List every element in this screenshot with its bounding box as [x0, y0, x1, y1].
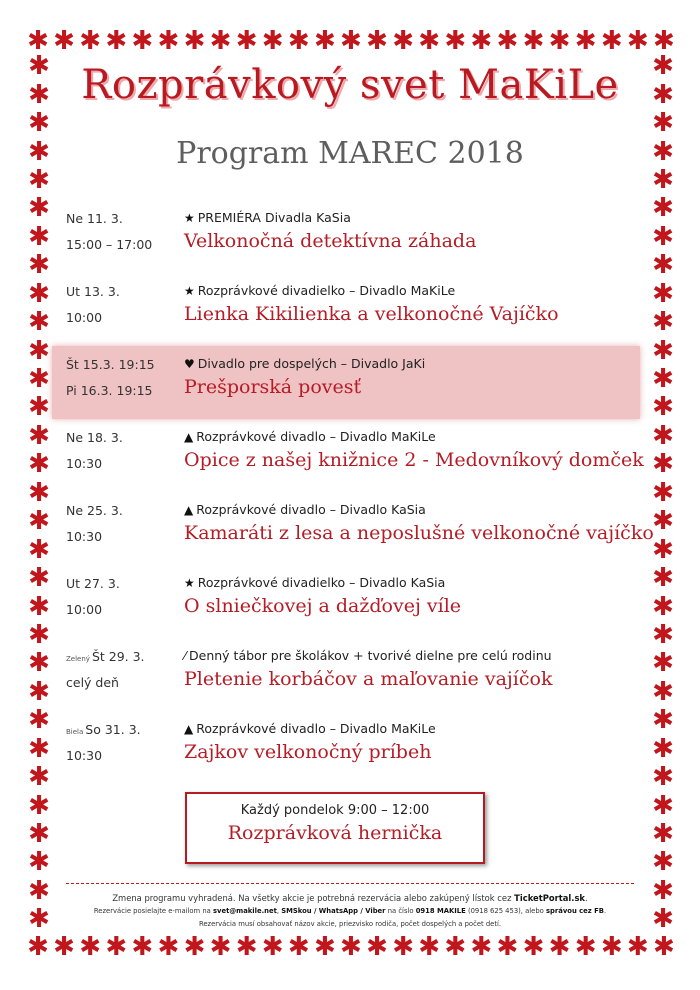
asterisk-flower-icon: ✱ [157, 26, 180, 56]
event-title: Lienka Kikilienka a velkonočné Vajíčko [184, 303, 559, 325]
asterisk-flower-icon: ✱ [28, 875, 50, 906]
event-date-text: So 31. 3. [85, 722, 141, 737]
asterisk-flower-icon: ✱ [652, 733, 674, 764]
event-item-highlighted [52, 346, 640, 419]
asterisk-flower-icon: ✱ [105, 932, 128, 962]
asterisk-flower-icon: ✱ [79, 26, 102, 56]
event-date: Ut 27. 3. [66, 576, 120, 591]
event-title: Zajkov velkonočný príbeh [184, 741, 432, 763]
asterisk-flower-icon: ✱ [652, 392, 674, 423]
asterisk-flower-icon: ✱ [652, 705, 674, 736]
asterisk-flower-icon: ✱ [28, 335, 50, 366]
footer-text: . [603, 907, 607, 915]
page-title: Rozprávkový svet MaKiLe [81, 62, 619, 108]
asterisk-flower-icon: ✱ [652, 51, 674, 82]
ticketportal-link[interactable]: TicketPortal.sk [514, 893, 586, 903]
event-item [60, 638, 640, 711]
asterisk-flower-icon: ✱ [626, 26, 649, 56]
asterisk-flower-icon: ✱ [28, 506, 50, 537]
event-category-text: Rozprávkové divadlo – Divadlo MaKiLe [196, 721, 436, 736]
event-date: Ut 13. 3. [66, 284, 120, 299]
asterisk-flower-icon: ✱ [652, 364, 674, 395]
star-icon: ★ [184, 211, 195, 225]
border-right [650, 52, 676, 934]
asterisk-flower-icon: ✱ [28, 648, 50, 679]
asterisk-flower-icon: ✱ [652, 79, 674, 110]
magic-wand-icon: ⁄ [184, 649, 187, 663]
asterisk-flower-icon: ✱ [652, 164, 674, 195]
asterisk-flower-icon: ✱ [28, 136, 50, 167]
footer-line-1 [60, 893, 640, 903]
event-category [184, 283, 455, 298]
asterisk-flower-icon: ✱ [626, 932, 649, 962]
event-category [184, 648, 552, 663]
asterisk-flower-icon: ✱ [652, 136, 674, 167]
asterisk-flower-icon: ✱ [652, 790, 674, 821]
asterisk-flower-icon: ✱ [652, 506, 674, 537]
bell-icon: ▲ [184, 430, 194, 444]
event-time: celý deň [66, 675, 119, 690]
footer-text: na číslo [385, 907, 416, 915]
event-date: Ne 25. 3. [66, 503, 123, 518]
event-date: Ne 11. 3. [66, 211, 123, 226]
asterisk-flower-icon: ✱ [444, 26, 467, 56]
asterisk-flower-icon: ✱ [28, 79, 50, 110]
asterisk-flower-icon: ✱ [652, 534, 674, 565]
event-category [184, 721, 436, 736]
footer-line-2 [60, 907, 640, 915]
asterisk-flower-icon: ✱ [28, 762, 50, 793]
footer-text: . [585, 893, 588, 903]
event-category-text: Denný tábor pre školákov + tvorivé dielne pre celú rodinu [189, 648, 552, 663]
event-time: 10:30 [66, 456, 103, 471]
asterisk-flower-icon: ✱ [418, 932, 441, 962]
footer-divider [66, 883, 634, 884]
event-title: Prešporská povesť [184, 376, 362, 398]
asterisk-flower-icon: ✱ [652, 193, 674, 224]
asterisk-flower-icon: ✱ [522, 932, 545, 962]
asterisk-flower-icon: ✱ [28, 164, 50, 195]
asterisk-flower-icon: ✱ [548, 932, 571, 962]
asterisk-flower-icon: ✱ [496, 932, 519, 962]
sms-contact: SMSkou / WhatsApp / Viber [281, 907, 386, 915]
footer-text: (0918 625 453), alebo [465, 907, 546, 915]
asterisk-flower-icon: ✱ [652, 278, 674, 309]
asterisk-flower-icon: ✱ [27, 26, 49, 56]
asterisk-flower-icon: ✱ [28, 364, 50, 395]
asterisk-flower-icon: ✱ [235, 932, 258, 962]
asterisk-flower-icon: ✱ [28, 420, 50, 451]
asterisk-flower-icon: ✱ [652, 335, 674, 366]
asterisk-flower-icon: ✱ [340, 26, 362, 56]
asterisk-flower-icon: ✱ [53, 932, 75, 962]
asterisk-flower-icon: ✱ [392, 26, 414, 56]
asterisk-flower-icon: ✱ [183, 932, 206, 962]
event-date [66, 649, 145, 664]
asterisk-flower-icon: ✱ [209, 932, 232, 962]
weekly-title: Rozprávková hernička [227, 822, 443, 844]
event-time: 10:00 [66, 602, 103, 617]
asterisk-flower-icon: ✱ [183, 26, 206, 56]
asterisk-flower-icon: ✱ [28, 733, 50, 764]
event-time: 10:00 [66, 310, 103, 325]
asterisk-flower-icon: ✱ [209, 26, 232, 56]
asterisk-flower-icon: ✱ [27, 932, 49, 962]
asterisk-flower-icon: ✱ [652, 307, 674, 338]
asterisk-flower-icon: ✱ [28, 676, 50, 707]
asterisk-flower-icon: ✱ [652, 591, 674, 622]
asterisk-flower-icon: ✱ [105, 26, 128, 56]
event-list [60, 200, 654, 784]
event-item [60, 200, 640, 273]
heart-icon: ♥ [184, 357, 195, 371]
asterisk-flower-icon: ✱ [28, 591, 50, 622]
event-category-text: Rozprávkové divadlo – Divadlo MaKiLe [196, 429, 436, 444]
asterisk-flower-icon: ✱ [28, 307, 50, 338]
event-category-text: PREMIÉRA Divadla KaSia [197, 210, 351, 225]
asterisk-flower-icon: ✱ [287, 26, 310, 56]
event-category [184, 429, 436, 444]
asterisk-flower-icon: ✱ [28, 477, 50, 508]
star-icon: ★ [184, 284, 195, 298]
event-title: Velkonočná detektívna záhada [184, 230, 477, 252]
asterisk-flower-icon: ✱ [79, 932, 102, 962]
event-category [184, 575, 445, 590]
asterisk-flower-icon: ✱ [652, 26, 675, 56]
weekly-event-box [185, 792, 485, 864]
event-category-text: Rozprávkové divadielko – Divadlo MaKiLe [197, 283, 456, 298]
event-category [184, 210, 351, 225]
page-subtitle: Program MAREC 2018 [176, 136, 524, 171]
asterisk-flower-icon: ✱ [313, 932, 336, 962]
asterisk-flower-icon: ✱ [652, 875, 674, 906]
asterisk-flower-icon: ✱ [131, 932, 154, 962]
asterisk-flower-icon: ✱ [28, 819, 50, 850]
asterisk-flower-icon: ✱ [652, 932, 675, 962]
asterisk-flower-icon: ✱ [392, 932, 414, 962]
asterisk-flower-icon: ✱ [574, 932, 597, 962]
event-time: Pi 16.3. 19:15 [66, 383, 153, 398]
asterisk-flower-icon: ✱ [28, 193, 50, 224]
asterisk-flower-icon: ✱ [131, 26, 154, 56]
asterisk-flower-icon: ✱ [340, 932, 362, 962]
asterisk-flower-icon: ✱ [28, 904, 50, 935]
asterisk-flower-icon: ✱ [28, 563, 50, 594]
weekly-schedule: Každý pondelok 9:00 – 12:00 [240, 803, 430, 818]
event-time: 15:00 – 17:00 [66, 237, 153, 252]
email-link[interactable]: svet@makile.net [212, 907, 277, 915]
event-title: Opice z našej knižnice 2 - Medovníkový domček [184, 449, 644, 471]
asterisk-flower-icon: ✱ [287, 932, 310, 962]
asterisk-flower-icon: ✱ [470, 932, 493, 962]
event-date [66, 722, 141, 737]
event-item [60, 492, 654, 565]
border-bottom [26, 934, 676, 960]
asterisk-flower-icon: ✱ [235, 26, 258, 56]
asterisk-flower-icon: ✱ [652, 563, 674, 594]
footer-text: Rezervácie posielajte e-mailom na [93, 907, 213, 915]
asterisk-flower-icon: ✱ [28, 250, 50, 281]
asterisk-flower-icon: ✱ [28, 108, 50, 139]
asterisk-flower-icon: ✱ [652, 819, 674, 850]
event-title: Pletenie korbáčov a maľovanie vajíčok [184, 668, 553, 690]
asterisk-flower-icon: ✱ [496, 26, 519, 56]
event-category-text: Rozprávkové divadlo – Divadlo KaSia [196, 502, 426, 517]
footer-line-3: Rezervácia musí obsahovať názov akcie, priezvisko rodiča, počet dospelých a počet detí. [198, 920, 502, 928]
event-time: 10:30 [66, 529, 103, 544]
asterisk-flower-icon: ✱ [652, 420, 674, 451]
footer-text: , [276, 907, 282, 915]
event-date: Št 15.3. 19:15 [66, 357, 155, 372]
event-note: Biela [66, 728, 84, 736]
asterisk-flower-icon: ✱ [261, 26, 284, 56]
asterisk-flower-icon: ✱ [28, 619, 50, 650]
asterisk-flower-icon: ✱ [28, 847, 50, 878]
event-category [184, 502, 426, 517]
asterisk-flower-icon: ✱ [652, 477, 674, 508]
asterisk-flower-icon: ✱ [366, 26, 388, 56]
event-date-text: Št 29. 3. [91, 649, 145, 664]
event-item [60, 273, 640, 346]
asterisk-flower-icon: ✱ [28, 705, 50, 736]
event-note: Zelený [66, 655, 90, 663]
asterisk-flower-icon: ✱ [652, 250, 674, 281]
asterisk-flower-icon: ✱ [366, 932, 388, 962]
bell-icon: ▲ [184, 722, 194, 736]
asterisk-flower-icon: ✱ [652, 619, 674, 650]
asterisk-flower-icon: ✱ [418, 26, 441, 56]
asterisk-flower-icon: ✱ [652, 762, 674, 793]
asterisk-flower-icon: ✱ [652, 449, 674, 480]
asterisk-flower-icon: ✱ [28, 278, 50, 309]
asterisk-flower-icon: ✱ [28, 51, 50, 82]
bell-icon: ▲ [184, 503, 194, 517]
asterisk-flower-icon: ✱ [444, 932, 467, 962]
star-icon: ★ [184, 576, 195, 590]
event-category-text: Divadlo pre dospelých – Divadlo JaKi [197, 356, 426, 371]
event-title: Kamaráti z lesa a neposlušné velkonočné vajíčko [184, 522, 654, 544]
footer-text: Zmena programu vyhradená. Na všetky akcie je potrebná rezervácia alebo zakúpený lístok cez [112, 893, 515, 903]
asterisk-flower-icon: ✱ [548, 26, 571, 56]
asterisk-flower-icon: ✱ [53, 26, 75, 56]
asterisk-flower-icon: ✱ [652, 108, 674, 139]
asterisk-flower-icon: ✱ [652, 648, 674, 679]
asterisk-flower-icon: ✱ [28, 534, 50, 565]
asterisk-flower-icon: ✱ [574, 26, 597, 56]
event-time: 10:30 [66, 748, 103, 763]
event-item [60, 711, 640, 784]
asterisk-flower-icon: ✱ [600, 932, 623, 962]
asterisk-flower-icon: ✱ [28, 392, 50, 423]
asterisk-flower-icon: ✱ [28, 221, 50, 252]
asterisk-flower-icon: ✱ [261, 932, 284, 962]
asterisk-flower-icon: ✱ [28, 790, 50, 821]
event-title: O slniečkovej a dažďovej víle [184, 595, 462, 617]
border-left [26, 52, 52, 934]
asterisk-flower-icon: ✱ [313, 26, 336, 56]
event-category-text: Rozprávkové divadielko – Divadlo KaSia [197, 575, 446, 590]
asterisk-flower-icon: ✱ [522, 26, 545, 56]
event-date: Ne 18. 3. [66, 430, 123, 445]
asterisk-flower-icon: ✱ [470, 26, 493, 56]
event-item [60, 419, 644, 492]
asterisk-flower-icon: ✱ [157, 932, 180, 962]
asterisk-flower-icon: ✱ [652, 847, 674, 878]
border-top [26, 28, 676, 54]
asterisk-flower-icon: ✱ [652, 676, 674, 707]
asterisk-flower-icon: ✱ [28, 449, 50, 480]
asterisk-flower-icon: ✱ [652, 904, 674, 935]
event-category [184, 356, 425, 371]
event-item [60, 565, 640, 638]
phone-number: 0918 MAKILE [415, 907, 466, 915]
fb-contact: správou cez FB [546, 907, 604, 915]
asterisk-flower-icon: ✱ [600, 26, 623, 56]
asterisk-flower-icon: ✱ [652, 221, 674, 252]
